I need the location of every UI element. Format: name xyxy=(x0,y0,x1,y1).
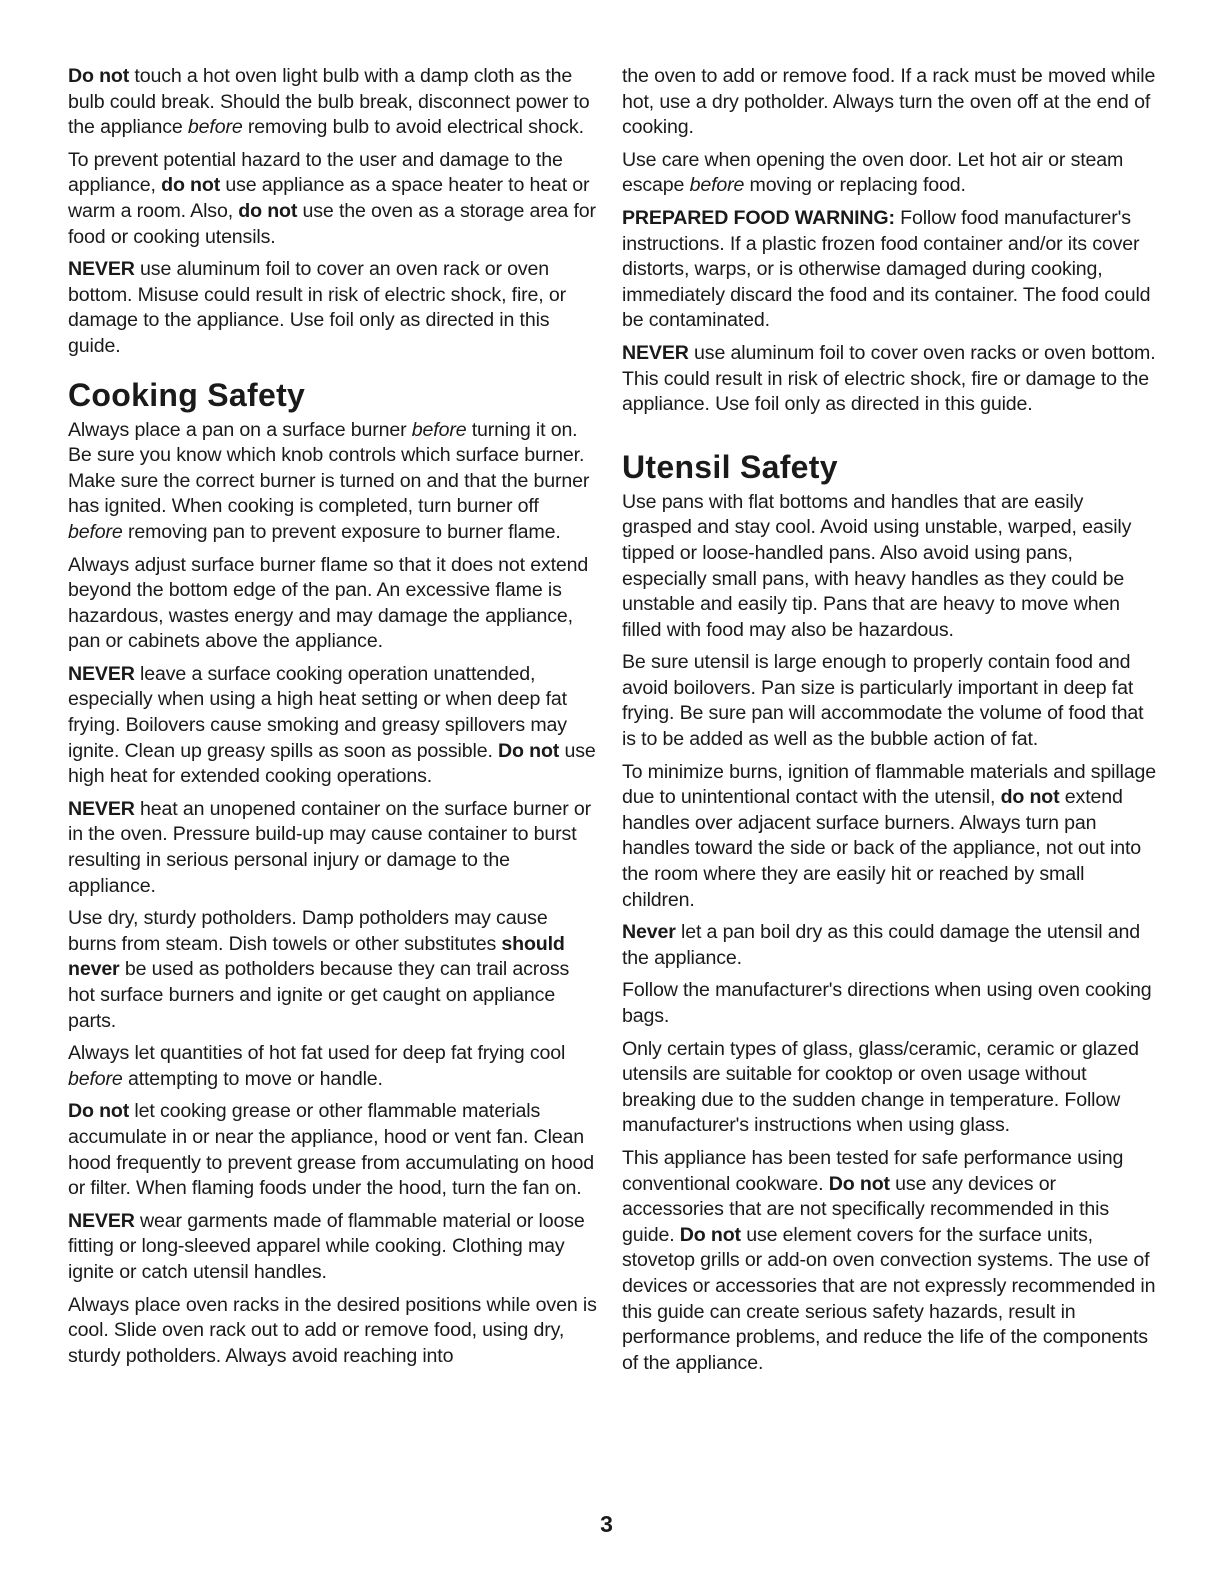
paragraph-cooking-bags: Follow the manufacturer's directions when using oven cooking bags. xyxy=(622,979,1152,1027)
emphasis: Do not xyxy=(828,1172,890,1195)
paragraph-boil-dry: Never let a pan boil dry as this could damage the utensil and the appliance. xyxy=(622,921,1141,969)
paragraph-aluminum-foil-racks: NEVER use aluminum foil to cover oven racks or oven bottom. This could result in risk of electric shock, fire or damage to the appliance. Use foil only as directed in this guide. xyxy=(622,341,1156,416)
paragraph-light-bulb: Do not touch a hot oven light bulb with a damp cloth as the bulb could break. Should the bulb break, disconnect power to the appliance before removing bulb to avoid electrical shock. xyxy=(68,65,590,139)
paragraph-oven-racks: Always place oven racks in the desired positions while oven is cool. Slide oven rack out to add or remove food, using dry, sturdy potholders. Always avoid reaching into xyxy=(68,1293,597,1367)
emphasis: Do not xyxy=(68,1100,130,1123)
emphasis-italic: before xyxy=(68,1067,123,1090)
emphasis-italic: before xyxy=(411,418,467,441)
paragraph-oven-door: Use care when opening the oven door. Let hot air or steam escape before moving or replacing food. xyxy=(622,148,1124,197)
paragraph-unattended-cooking: NEVER leave a surface cooking operation unattended, especially when using a high heat setting or when deep fat frying. Boilovers cause smoking and greasy spillovers may ignite. Clean up greasy spills as soon as possible. Do not use high heat for extended cooking operations. xyxy=(68,662,596,788)
emphasis: should never xyxy=(68,932,565,981)
paragraph-oven-racks-continued: the oven to add or remove food. If a rack must be moved while hot, use a dry potholder. Always turn the oven off at the end of cooking. xyxy=(622,65,1156,139)
emphasis: do not xyxy=(1000,786,1060,809)
paragraph-burner-flame: Always adjust surface burner flame so that it does not extend beyond the bottom edge of the pan. An excessive flame is hazardous, wastes energy and may damage the appliance, pan or cabinets above the appliance. xyxy=(68,553,589,653)
paragraph-potholders: Use dry, sturdy potholders. Damp potholders may cause burns from steam. Dish towels or other substitutes should never be used as potholders because they can trail across hot surface burners and ignite or get caught on appliance parts. xyxy=(68,907,570,1032)
emphasis: NEVER xyxy=(68,258,135,281)
paragraph-surface-burner: Always place a pan on a surface burner before turning it on. Be sure you know which knob controls which surface burner. Make sure the correct burner is turned on and that the burner has ignited. When cooking is completed, turn burner off before removing pan to prevent exposure to burner flame. xyxy=(68,418,590,543)
emphasis: NEVER xyxy=(68,1209,135,1232)
emphasis: do not xyxy=(238,199,298,222)
emphasis-italic: before xyxy=(689,174,745,197)
emphasis: do not xyxy=(161,174,221,197)
paragraph-utensil-size: Be sure utensil is large enough to properly contain food and avoid boilovers. Pan size is particularly important in deep fat frying. Be sure pan will accommodate the volume of food that is to be added as well as the bubble action of fat. xyxy=(622,651,1144,751)
emphasis-italic: before xyxy=(68,520,123,543)
emphasis: NEVER xyxy=(68,662,135,685)
section-heading-utensil-safety: Utensil Safety xyxy=(622,448,838,485)
left-column xyxy=(68,64,598,1376)
paragraph-prepared-food-warning: PREPARED FOOD WARNING: Follow food manufacturer's instructions. If a plastic frozen food container and/or its cover distorts, warps, or is otherwise damaged during cooking, immediately discard the food and its container. The food could be contaminated. xyxy=(622,206,1151,332)
paragraph-glass-utensils: Only certain types of glass, glass/ceramic, ceramic or glazed utensils are suitable for cooktop or oven usage without breaking due to the sudden change in temperature. Follow manufacturer's instructions when using glass. xyxy=(622,1037,1139,1137)
paragraph-flat-bottom-pans: Use pans with flat bottoms and handles that are easily grasped and stay cool. Avoid using unstable, warped, easily tipped or loose-handled pans. Also avoid using pans, especially small pans, with heavy handles as they could be unstable and easily tip. Pans that are heavy to move when filled with food may also be hazardous. xyxy=(622,490,1132,641)
paragraph-conventional-cookware: This appliance has been tested for safe performance using conventional cookware. Do not use any devices or accessories that are not specifically recommended in this guide. Do not use element covers for the surface units, stovetop grills or add-on oven convection systems. The use of devices or accessories that are not expressly recommended in this guide can create serious safety hazards, result in performance problems, and reduce the life of the components of the appliance. xyxy=(622,1146,1156,1374)
emphasis: NEVER xyxy=(68,797,135,820)
page-number: 3 xyxy=(600,1511,613,1537)
emphasis: PREPARED FOOD WARNING: xyxy=(622,206,895,229)
emphasis: Do not xyxy=(68,65,130,87)
paragraph-garments: NEVER wear garments made of flammable material or loose fitting or long-sleeved apparel while cooking. Clothing may ignite or catch utensil handles. xyxy=(68,1209,585,1283)
paragraph-hot-fat: Always let quantities of hot fat used for deep fat frying cool before attempting to move or handle. xyxy=(68,1042,566,1090)
paragraph-unopened-container: NEVER heat an unopened container on the surface burner or in the oven. Pressure build-up may cause container to burst resulting in serious personal injury or damage to the appliance. xyxy=(68,797,592,897)
emphasis: Never xyxy=(622,921,676,944)
paragraph-pan-handles: To minimize burns, ignition of flammable materials and spillage due to unintentional contact with the utensil, do not extend handles over adjacent surface burners. Always turn pan handles toward the side or back of the appliance, not out into the room where they are easily hit or reached by small children. xyxy=(622,760,1156,911)
paragraph-cooking-grease: Do not let cooking grease or other flammable materials accumulate in or near the appliance, hood or vent fan. Clean hood frequently to prevent grease from accumulating on hood or filter. When flaming foods under the hood, turn the fan on. xyxy=(68,1100,594,1200)
emphasis-italic: before xyxy=(187,116,243,139)
paragraph-space-heater: To prevent potential hazard to the user and damage to the appliance, do not use appliance as a space heater to heat or warm a room. Also, do not use the oven as a storage area for food or cooking utensils. xyxy=(68,148,596,248)
emphasis: NEVER xyxy=(622,341,689,364)
emphasis: Do not xyxy=(498,739,560,762)
emphasis: Do not xyxy=(679,1223,741,1246)
right-column xyxy=(622,64,1156,1383)
section-heading-cooking-safety: Cooking Safety xyxy=(68,376,306,413)
paragraph-aluminum-foil: NEVER use aluminum foil to cover an oven rack or oven bottom. Misuse could result in risk of electric shock, fire, or damage to the appliance. Use foil only as directed in this guide. xyxy=(68,258,566,357)
